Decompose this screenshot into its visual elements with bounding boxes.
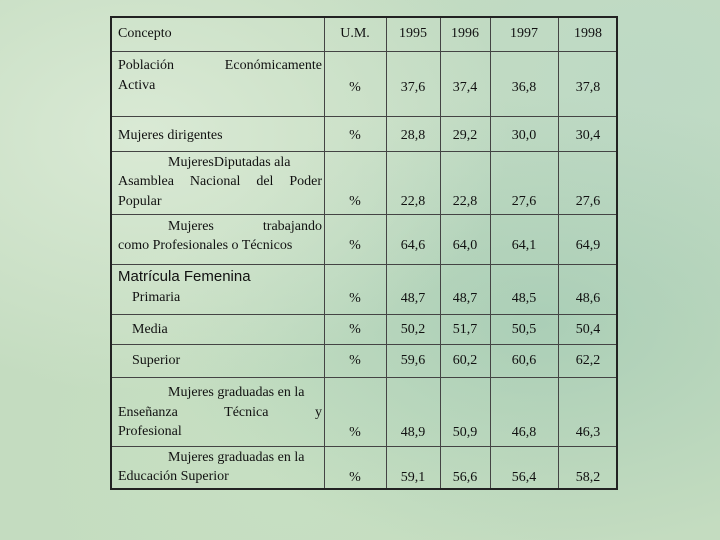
cell-value: 60,2 bbox=[452, 353, 478, 368]
row-divider bbox=[112, 214, 616, 215]
row-label-line: Población Económicamente bbox=[118, 58, 322, 73]
header-year-1995: 1995 bbox=[399, 26, 427, 41]
cell-value: 48,7 bbox=[452, 291, 478, 306]
cell-value: 64,0 bbox=[452, 238, 478, 253]
row-unit: % bbox=[349, 80, 361, 95]
row-unit: % bbox=[349, 238, 361, 253]
cell-value: 56,6 bbox=[452, 470, 478, 485]
cell-value: 59,6 bbox=[400, 353, 426, 368]
cell-value: 59,1 bbox=[400, 470, 426, 485]
row-label-line: Popular bbox=[118, 194, 162, 209]
row-label-line: Media bbox=[132, 322, 168, 337]
row-divider bbox=[112, 377, 616, 378]
row-label-line: Educación Superior bbox=[118, 469, 229, 484]
cell-value: 37,4 bbox=[452, 80, 478, 95]
header-year-1997: 1997 bbox=[510, 26, 538, 41]
row-label-line: Profesional bbox=[118, 424, 182, 439]
row-divider bbox=[112, 446, 616, 447]
cell-value: 64,9 bbox=[575, 238, 601, 253]
row-unit: % bbox=[349, 353, 361, 368]
row-label-line: como Profesionales o Técnicos bbox=[118, 238, 293, 253]
row-unit: % bbox=[349, 470, 361, 485]
header-unit: U.M. bbox=[340, 26, 370, 41]
cell-value: 28,8 bbox=[400, 128, 426, 143]
cell-value: 50,4 bbox=[575, 322, 601, 337]
cell-value: 58,2 bbox=[575, 470, 601, 485]
cell-value: 50,2 bbox=[400, 322, 426, 337]
row-label-line: Superior bbox=[132, 353, 181, 368]
row-label-line: Primaria bbox=[132, 290, 181, 305]
data-table bbox=[110, 16, 618, 490]
cell-value: 46,3 bbox=[575, 425, 601, 440]
cell-value: 27,6 bbox=[575, 194, 601, 209]
row-unit: % bbox=[349, 425, 361, 440]
cell-value: 27,6 bbox=[511, 194, 537, 209]
header-year-1998: 1998 bbox=[574, 26, 602, 41]
cell-value: 48,9 bbox=[400, 425, 426, 440]
row-divider bbox=[112, 314, 616, 315]
row-label-line: Asamblea Nacional del Poder bbox=[118, 174, 322, 189]
row-divider bbox=[112, 344, 616, 345]
row-unit: % bbox=[349, 194, 361, 209]
cell-value: 48,5 bbox=[511, 291, 537, 306]
row-divider bbox=[112, 51, 616, 52]
cell-value: 62,2 bbox=[575, 353, 601, 368]
cell-value: 22,8 bbox=[452, 194, 478, 209]
cell-value: 60,6 bbox=[511, 353, 537, 368]
row-label-line: Mujeres dirigentes bbox=[118, 128, 223, 143]
cell-value: 46,8 bbox=[511, 425, 537, 440]
cell-value: 56,4 bbox=[511, 470, 537, 485]
row-label-line: MujeresDiputadas ala bbox=[168, 155, 291, 170]
cell-value: 51,7 bbox=[452, 322, 478, 337]
section-label: Matrícula Femenina bbox=[118, 268, 251, 285]
cell-value: 64,1 bbox=[511, 238, 537, 253]
row-unit: % bbox=[349, 322, 361, 337]
row-unit: % bbox=[349, 128, 361, 143]
row-divider bbox=[112, 116, 616, 117]
row-label-line: Mujeres graduadas en la bbox=[168, 450, 305, 465]
cell-value: 36,8 bbox=[511, 80, 537, 95]
cell-value: 48,6 bbox=[575, 291, 601, 306]
cell-value: 29,2 bbox=[452, 128, 478, 143]
row-unit: % bbox=[349, 291, 361, 306]
cell-value: 48,7 bbox=[400, 291, 426, 306]
row-label-line: Mujeres graduadas en la bbox=[168, 385, 305, 400]
cell-value: 37,6 bbox=[400, 80, 426, 95]
cell-value: 50,5 bbox=[511, 322, 537, 337]
cell-value: 50,9 bbox=[452, 425, 478, 440]
cell-value: 22,8 bbox=[400, 194, 426, 209]
row-label-line: Activa bbox=[118, 78, 156, 93]
header-year-1996: 1996 bbox=[451, 26, 479, 41]
row-divider bbox=[112, 151, 616, 152]
row-divider bbox=[112, 264, 616, 265]
header-concept: Concepto bbox=[118, 26, 172, 41]
cell-value: 37,8 bbox=[575, 80, 601, 95]
cell-value: 30,4 bbox=[575, 128, 601, 143]
row-label-line: Enseñanza Técnica y bbox=[118, 405, 322, 420]
row-label-line: Mujeres trabajando bbox=[168, 219, 322, 234]
cell-value: 30,0 bbox=[511, 128, 537, 143]
cell-value: 64,6 bbox=[400, 238, 426, 253]
